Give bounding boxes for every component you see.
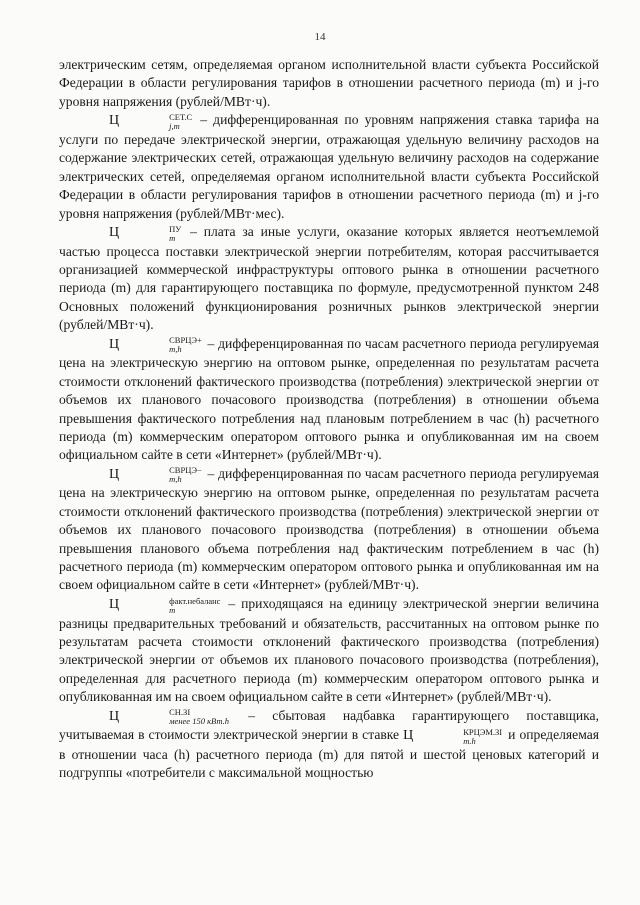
formula-superscript: ПУ (169, 223, 182, 234)
definition-text: – плата за иные услуги, оказание которых является неотъемлемой частью процесса поставки электрической энергии потребителям, которая рассчитывается организацией коммерческой инфраструктуры оптового рынка в отношении расчетного периода (m) для гарантирующего поставщика по формуле, предусмотренной пунктом 248 Основных положений функционирования розничных рынков электрической энергии (рублей/МВт·ч). (59, 223, 599, 333)
formula-symbol: Ц (109, 113, 120, 129)
formula-indices (119, 597, 220, 615)
paragraph-actual-imbalance (59, 595, 599, 707)
paragraph-deviation-price-plus (59, 335, 599, 465)
formula-symbol: Ц (109, 708, 120, 724)
formula-subscript: m.h (463, 735, 476, 746)
paragraph-other-services-fee (59, 223, 599, 335)
formula-superscript: СВРЦЭ+ (169, 335, 202, 346)
definition-text: – приходящаяся на единицу электрической энергии величина разницы предварительных требований и обязательств, рассчитанных на оптовом рынке по результатам расчета стоимости отклонений фактического производства (потребления) электрической энергии от объемов их планового почасового производства (потребления), определенная для расчетного периода (m) коммерческим оператором оптового рынка и опубликованная им на своем официальном сайте в сети «Интернет» (рублей/МВт·ч). (59, 595, 599, 705)
formula-symbol: Ц (109, 466, 120, 482)
formula-symbol: Ц (109, 596, 120, 612)
definition-text: – дифференцированная по уровням напряжения ставка тарифа на услуги по передаче электрической энергии, отражающая удельную величину расходов на содержание электрических сетей, отражающая удельную величину расходов на содержание электрических сетей, определяемая органом исполнительной власти субъекта Российской Федерации в области регулирования тарифов в отношении расчетного периода (m) и j-го уровня напряжения (рублей/МВт·мес). (59, 112, 599, 221)
paragraph-continuation: электрическим сетям, определяемая органом исполнительной власти субъекта Российской Федерации в области регулирования тарифов в отношении расчетного периода (m) и j-го уровня напряжения (рублей/МВт·ч). (59, 57, 599, 109)
formula-indices (119, 225, 181, 243)
formula-superscript: факт.небаланс (169, 595, 221, 606)
formula-subscript: m (169, 232, 176, 243)
formula-indices (119, 466, 202, 484)
definition-text: и определяемая в отношении часа (h) расчетного периода (m) для пятой и шестой ценовых категорий и подгруппы «потребители с максимальной мощностью (59, 727, 599, 781)
formula-subscript: менее 150 кВт.h (169, 716, 229, 727)
formula-superscript: КРЦЭМ.ЗІ (463, 726, 503, 737)
formula-subscript: j,m (169, 120, 180, 131)
formula-indices (119, 708, 229, 726)
document-body (59, 56, 599, 783)
formula-superscript: СН.ЗІ (169, 707, 191, 718)
paragraph-tariff-rate-definition (59, 111, 599, 223)
formula-indices-inline (413, 728, 502, 746)
formula-subscript: m (169, 604, 176, 615)
formula-subscript: m,h (169, 474, 182, 485)
page-number: 14 (314, 31, 326, 43)
paragraph-sales-markup (59, 707, 599, 783)
formula-symbol: Ц (109, 336, 120, 352)
formula-symbol: Ц (109, 224, 120, 240)
formula-subscript: m,h (169, 344, 182, 355)
definition-text: – сбытовая надбавка гарантирующего поставщика, учитываемая в стоимости электрической энергии в ставке (59, 707, 599, 743)
formula-superscript: СЕТ.С (169, 111, 193, 122)
formula-superscript: СВРЦЭ− (169, 465, 202, 476)
paragraph-deviation-price-minus (59, 465, 599, 595)
definition-text: – дифференцированная по часам расчетного периода регулируемая цена на электрическую энергию на оптовом рынке, определенная по результатам расчета стоимости отклонений фактического производства (потребления) электрической энергии от объемов их планового почасового производства (потребления) в отношении объема превышения планового объема потребления над фактическим потреблением в час (h) расчетного периода (m) коммерческим оператором оптового рынка и опубликованная им на своем официальном сайте в сети «Интернет» (рублей/МВт·ч). (59, 465, 599, 593)
formula-symbol-inline: Ц (403, 728, 414, 744)
formula-indices (119, 113, 192, 131)
formula-indices (119, 336, 202, 354)
definition-text: – дифференцированная по часам расчетного периода регулируемая цена на электрическую энергию на оптовом рынке, определенная по результатам расчета стоимости отклонений фактического производства (потребления) электрической энергии от объемов их планового почасового производства (потребления) в отношении объема превышения фактического потребления над плановым потреблением в час (h) расчетного периода (m) коммерческим оператором оптового рынка и опубликованная им на своем официальном сайте в сети «Интернет» (рублей/МВт·ч). (59, 335, 599, 463)
